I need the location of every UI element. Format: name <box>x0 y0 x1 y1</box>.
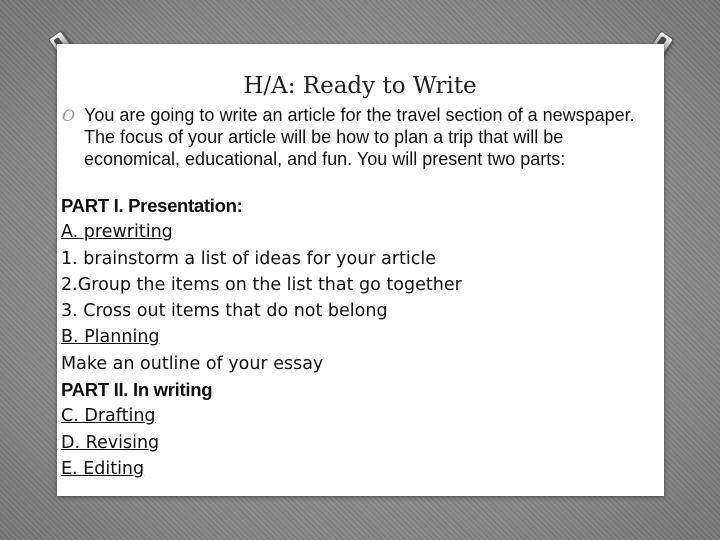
step-2-group: 2.Group the items on the list that go together <box>61 274 462 295</box>
content-lines <box>61 193 661 482</box>
step-c-drafting: C. Drafting <box>61 406 156 427</box>
part-2-heading: PART II. In writing <box>61 379 213 401</box>
step-3-cross-out: 3. Cross out items that do not belong <box>61 301 388 322</box>
step-1-brainstorm: 1. brainstorm a list of ideas for your article <box>61 248 436 269</box>
intro-text: You are going to write an article for the travel section of a newspaper. The focus of your article will be how to plan a trip that will be economical, educational, and fun. You will present two parts: <box>84 105 635 169</box>
bullet-marker: O <box>62 106 76 125</box>
slide-title: H/A: Ready to Write <box>243 73 477 99</box>
step-d-revising: D. Revising <box>61 432 160 453</box>
step-a-prewriting: A. prewriting <box>61 222 173 243</box>
outline-instruction: Make an outline of your essay <box>61 353 324 374</box>
step-b-planning: B. Planning <box>61 327 160 348</box>
step-e-editing: E. Editing <box>61 458 145 479</box>
part-1-heading: PART I. Presentation: <box>61 195 243 216</box>
